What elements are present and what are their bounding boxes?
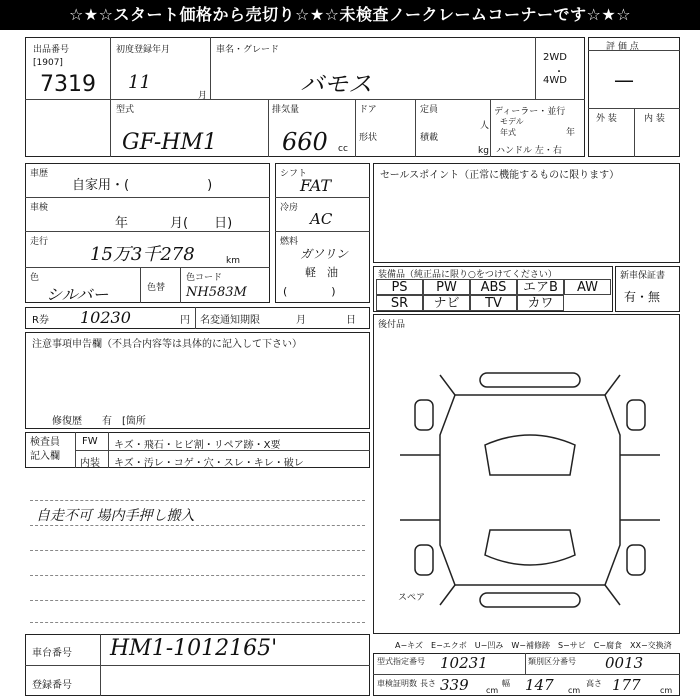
interior-codes-label: 内装 [80,458,100,469]
color-label: 色 [30,273,40,283]
shift-label: シフト [280,169,308,179]
fuel-paren: ( ) [283,285,336,298]
legend-label: A−キズ E−エクボ U−凹み W−補修跡 S−サビ C−腐食 XX−交換済 [395,641,672,650]
equipment-item: SR [376,295,423,311]
displacement-value: 660 [282,128,328,156]
km-label: km [226,256,240,266]
fw-codes: キズ・飛石・ヒビ割・リペア跡・X要 [114,440,281,451]
equipment-item: PW [423,279,470,295]
length-label: 長さ [420,679,436,688]
mileage-value: 15万3千278 [90,244,195,265]
warranty-label: 新車保証書 [620,271,666,281]
fuel-light-oil: 軽 油 [305,266,338,279]
history-value: 自家用・( ) [72,178,213,193]
equipment-item: カワ [517,295,564,311]
width-cm: cm [568,686,581,695]
interior-codes: キズ・汚レ・コゲ・穴・スレ・キレ・破レ [114,458,304,469]
recycle-box [25,307,370,329]
car-name-label: 車名・グレード [216,45,280,55]
height-value: 177 [612,676,641,694]
history-label: 車歴 [30,169,49,179]
width-value: 147 [525,676,554,694]
fuel-label: 燃料 [280,237,299,247]
load-label: 積載 [420,133,439,143]
warranty-value: 有・無 [624,290,661,304]
first-reg-label: 初度登録年月 [116,45,171,55]
exterior-label: 外 装 [596,114,617,124]
grade-value: — [614,68,634,92]
equipment-item: AW [564,279,611,295]
drive-4wd: 4WD [543,75,567,86]
year-unit: 年 [566,128,576,138]
shape-label: 形状 [359,133,378,143]
model-year-label: モデル 年式 [500,117,524,137]
recycle-value: 10230 [80,308,131,327]
fw-label: FW [82,436,98,447]
model-cert-label: 型式指定番号 [377,657,425,666]
sales-point-label: セールスポイント（正常に機能するものに限ります） [380,170,620,181]
kg-label: kg [478,146,489,156]
color-value: シルバー [46,285,109,304]
inspection-month: 月( 日) [170,216,233,231]
inspector-label: 検査員 記入欄 [30,437,60,462]
height-cm: cm [660,686,673,695]
chassis-label: 車台番号 [32,648,72,659]
mileage-label: 走行 [30,237,49,247]
inspection-value: 年 [115,216,129,231]
inspection-label: 車検 [30,203,49,213]
recycle-label: R券 [32,315,49,326]
color-change-label: 色替 [147,283,166,293]
equipment-label: 装備品（純正品に限り○をつけてください） [378,270,557,280]
ac-value: AC [310,210,333,228]
reg-label: 登録番号 [32,680,72,691]
cc-label: cc [338,144,348,154]
equipment-item: ABS [470,279,517,295]
equipment-item: PS [376,279,423,295]
grade-label: 評 価 点 [606,42,639,52]
notice-month: 月 [296,315,306,326]
notice-day: 日 [346,315,356,326]
notice-label: 名変通知期限 [200,315,260,326]
car-name: バモス [300,70,372,98]
interior-label: 内 装 [644,114,665,124]
ac-label: 冷房 [280,203,299,213]
model-cert-value: 10231 [440,654,488,672]
length-cm: cm [486,686,499,695]
fuel-value: ガソリン [300,247,349,261]
length-value: 339 [440,676,469,694]
equipment-item: TV [470,295,517,311]
category-value: 0013 [605,654,644,672]
width-label: 幅 [502,679,510,688]
door-label: ドア [359,105,377,115]
lot-label: 出品番号 [33,45,70,55]
shift-value: FAT [300,176,332,195]
person-unit: 人 [480,121,490,131]
spare-label: スペア [398,593,426,603]
notes-label: 注意事項申告欄（不具合内容等は具体的に記入して下さい） [32,339,302,350]
drive-2wd: 2WD [543,52,567,63]
handwritten-note: 自走不可 場内手押し搬入 [36,508,195,524]
model-label: 型式 [116,105,135,115]
capacity-label: 定員 [420,105,439,115]
color-code-label: 色コード [186,273,223,283]
handle-label: ハンドル 左・右 [496,146,562,156]
car-body-diagram [395,365,665,615]
first-reg-year: 11 [128,72,151,93]
drive-dot: ・ [554,67,564,78]
displacement-label: 排気量 [272,105,300,115]
chassis-value: HM1-1012165' [110,636,278,661]
post-fitted-label: 後付品 [378,320,406,330]
banner: ☆★☆スタート価格から売切り☆★☆未検査ノークレームコーナーです☆★☆ [0,0,700,30]
model-value: GF-HM1 [122,130,217,155]
repair-label: 修復歴 有 [箇所 [52,416,146,427]
cert-label: 車検証明数 [377,679,417,688]
color-code-value: NH583M [186,285,247,300]
lot-prefix: [1907] [33,58,63,68]
dealer-label: ディーラー・並行 [494,107,566,117]
equipment-item: エアB [517,279,564,295]
equipment-item: ナビ [423,295,470,311]
month-label: 月 [198,91,208,101]
category-label: 類別区分番号 [528,657,576,666]
recycle-yen: 円 [180,315,190,326]
lot-number: 7319 [40,72,96,97]
height-label: 高さ [586,679,602,688]
